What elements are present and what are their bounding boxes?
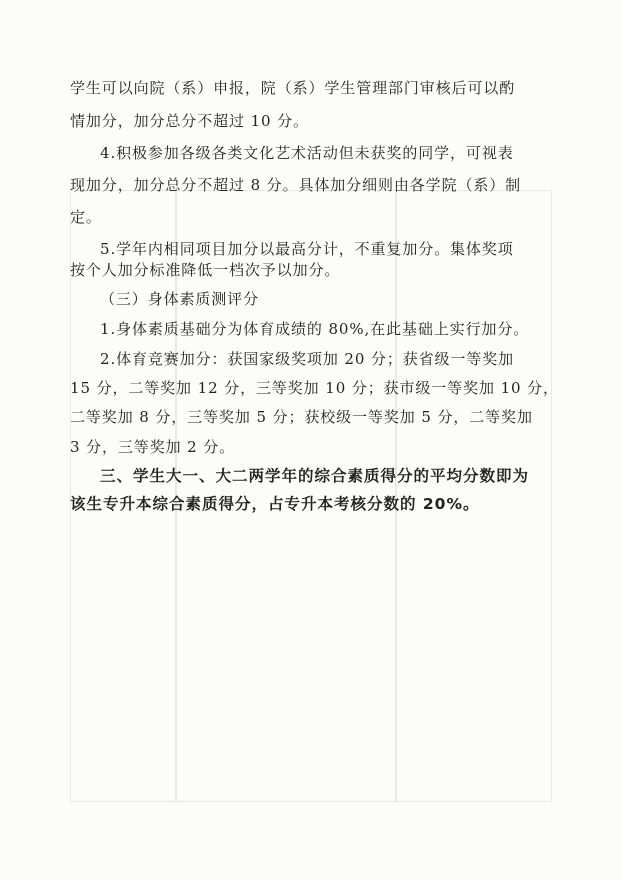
section-heading: （三）身体素质测评分 xyxy=(100,290,260,308)
conclusion-line-2: 该生专升本综合素质得分，占专升本考核分数的 20%。 xyxy=(70,495,480,513)
body-line-6: 5.学年内相同项目加分以最高分计，不重复加分。集体奖项 xyxy=(100,240,514,258)
body-line-10: 2.体育竞赛加分：获国家级奖项加 20 分；获省级一等奖加 xyxy=(100,350,515,368)
body-line-11: 15 分，二等奖加 12 分，三等奖加 10 分；获市级一等奖加 10 分， xyxy=(70,379,559,397)
body-line-12: 二等奖加 8 分，三等奖加 5 分；获校级一等奖加 5 分，二等奖加 xyxy=(70,408,533,426)
body-line-13: 3 分，三等奖加 2 分。 xyxy=(70,438,236,456)
body-line-3: 4.积极参加各级各类文化艺术活动但未获奖的同学，可视表 xyxy=(100,144,514,162)
body-line-7: 按个人加分标准降低一档次予以加分。 xyxy=(70,261,341,279)
body-line-9: 1.身体素质基础分为体育成绩的 80%,在此基础上实行加分。 xyxy=(100,320,530,338)
body-line-4: 现加分，加分总分不超过 8 分。具体加分细则由各学院（系）制 xyxy=(70,176,522,194)
body-line-5: 定。 xyxy=(70,208,102,226)
body-line-1: 学生可以向院（系）申报，院（系）学生管理部门审核后可以酌 xyxy=(70,79,516,97)
conclusion-line-1: 三、学生大一、大二两学年的综合素质得分的平均分数即为 xyxy=(100,467,530,485)
body-line-2: 情加分，加分总分不超过 10 分。 xyxy=(70,112,309,130)
